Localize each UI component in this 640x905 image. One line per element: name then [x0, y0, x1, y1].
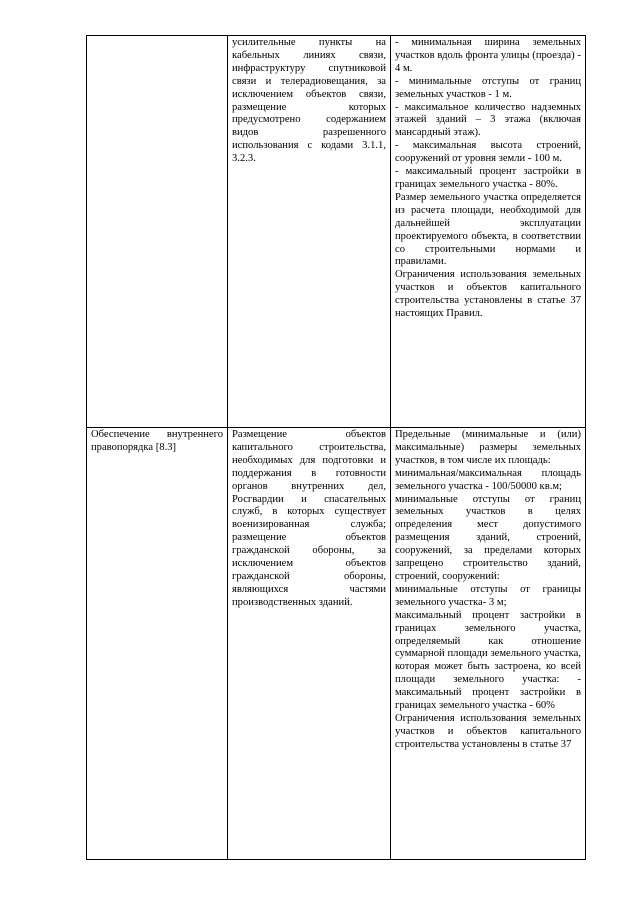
table-row [87, 428, 586, 860]
parameter-line: минимальные отступы от границы земельного участка- 3 м; [395, 583, 581, 608]
parameters-cell [391, 36, 586, 428]
use-description-cell [228, 428, 391, 860]
parameter-line: - максимальное количество надземных этажей зданий – 3 этажа (включая мансардный этаж). [395, 101, 581, 139]
use-type-name: Обеспечение внутреннего правопорядка [8.3] [91, 429, 223, 453]
use-description-cell [228, 36, 391, 428]
parameter-line: минимальная/максимальная площадь земельного участка - 100/50000 кв.м; [395, 467, 581, 492]
parameter-line: - максимальный процент застройки в границах земельного участка - 80%. [395, 166, 581, 190]
use-type-name-cell [87, 36, 228, 428]
parameter-line: Размер земельного участка определяется из расчета площади, необходимой для дальнейшей эксплуатации проектируемого объекта, в соответствии со строительными нормами и правилами. [395, 191, 581, 268]
use-type-name-cell [87, 428, 228, 860]
parameter-line: - минимальные отступы от границ земельных участков - 1 м. [395, 75, 581, 100]
parameter-line: - минимальная ширина земельных участков вдоль фронта улицы (проезда) - 4 м. [395, 37, 581, 74]
parameter-line: максимальный процент застройки в границах земельного участка, определяемый как отношение суммарной площади земельного участка, которая может быть застроена, ко всей площади земельного участка: - максимальный процент застройки в границах земельного участка - 60% [395, 609, 581, 712]
parameter-line: - максимальная высота строений, сооружений от уровня земли - 100 м. [395, 140, 581, 165]
parameters-cell [391, 428, 586, 860]
parameter-line: Ограничения использования земельных участков и объектов капитального строительства установлены в статье 37 [395, 712, 581, 750]
use-description: усилительные пункты на кабельных линиях связи, инфраструктуру спутниковой связи и телерадиовещания, за исключением объектов связи, размещение которых предусмотрено содержанием видов разрешенного использования с кодами 3.1.1, 3.2.3. [232, 37, 386, 165]
zoning-regulations-table [86, 35, 586, 860]
table-row [87, 36, 586, 428]
parameter-line: Ограничения использования земельных участков и объектов капитального строительства установлены в статье 37 настоящих Правил. [395, 269, 581, 320]
parameter-line: минимальные отступы от границ земельных участков в целях определения мест допустимого размещения зданий, строений, сооружений, за пределами которых запрещено строительство зданий, строений, сооружений: [395, 493, 581, 582]
parameter-line: Предельные (минимальные и (или) максимальные) размеры земельных участков, в том числе их площадь: [395, 429, 581, 466]
use-description: Размещение объектов капитального строительства, необходимых для подготовки и поддержания в готовности органов внутренних дел, Росгвардии и спасательных служб, в которых существует военизированная служба; размещение объектов гражданской обороны, за исключением объектов гражданской обороны, являющихся частями производственных зданий. [232, 429, 386, 608]
